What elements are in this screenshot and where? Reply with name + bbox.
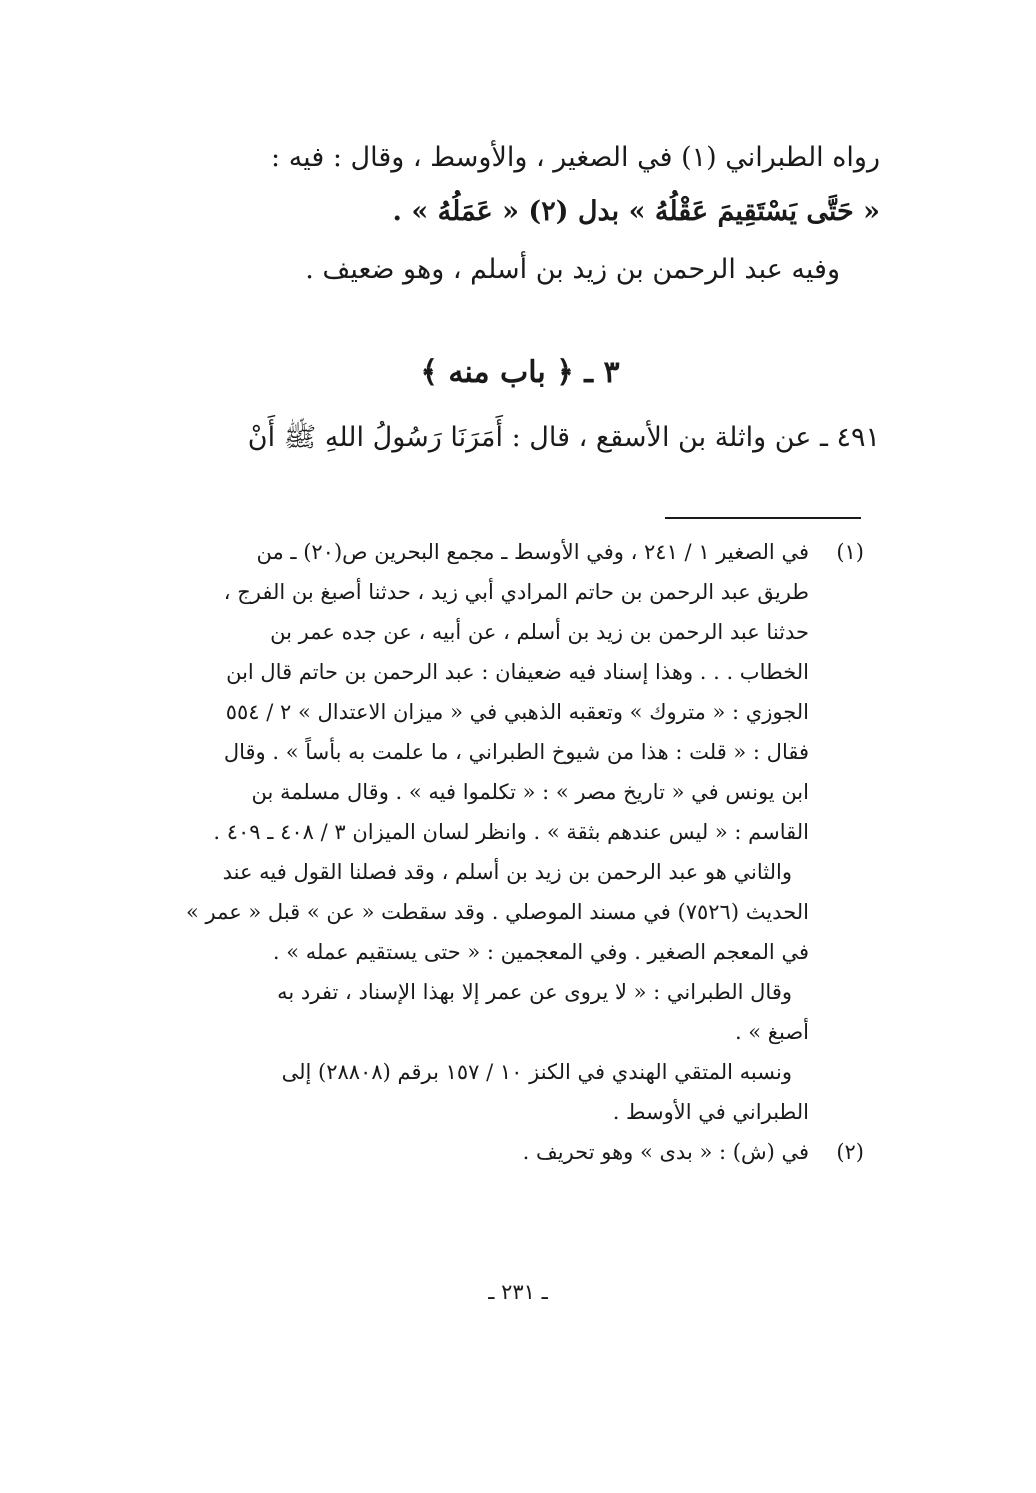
footnote-marker-1: (١) xyxy=(836,540,864,564)
footnote-text: في الصغير ١ / ٢٤١ ، وفي الأوسط ـ مجمع البحرين ص(٢٠) ـ من xyxy=(256,540,809,564)
footnote-line: طريق عبد الرحمن بن حاتم المرادي أبي زيد ، حدثنا أصبغ بن الفرج ، xyxy=(223,580,809,604)
footnote-line: أصبغ » . xyxy=(734,1020,809,1044)
footnote-line: ابن يونس في « تاريخ مصر » : « تكلموا فيه » . وقال مسلمة بن xyxy=(251,780,809,804)
footnote-line: الخطاب . . . وهذا إسناد فيه ضعيفان : عبد الرحمن بن حاتم قال ابن xyxy=(226,660,809,684)
footnote-line: في المعجم الصغير . وفي المعجمين : « حتى يستقيم عمله » . xyxy=(272,940,809,964)
main-text-line-2: « حَتَّى يَسْتَقِيمَ عَقْلُهُ » بدل (٢) « عَمَلُهُ » . xyxy=(392,196,880,227)
footnote-1 xyxy=(174,532,864,1172)
footnote-line: القاسم : « ليس عندهم بثقة » . وانظر لسان الميزان ٣ / ٤٠٨ ـ ٤٠٩ . xyxy=(213,820,809,844)
footnote-line xyxy=(174,532,864,572)
main-text-line-1: رواه الطبراني (١) في الصغير ، والأوسط ، وقال : فيه : xyxy=(271,142,880,173)
footnote-line: حدثنا عبد الرحمن بن زيد بن أسلم ، عن أبيه ، عن جده عمر بن xyxy=(270,620,809,644)
section-heading: ٣ ـ ﴿ باب منه ﴾ xyxy=(420,355,620,390)
footnote-2 xyxy=(174,1132,864,1172)
footnote-marker-2: (٢) xyxy=(836,1140,864,1164)
page-number: ـ ٢٣١ ـ xyxy=(488,1280,548,1304)
footnote-separator xyxy=(665,517,861,519)
hadith-line: ٤٩١ ـ عن واثلة بن الأسقع ، قال : أَمَرَنَا رَسُولُ اللهِ ﷺ أَنْ xyxy=(247,422,880,453)
footnote-line: الجوزي : « متروك » وتعقبه الذهبي في « ميزان الاعتدال » ٢ / ٥٥٤ xyxy=(225,700,809,724)
footnote-line: فقال : « قلت : هذا من شيوخ الطبراني ، ما علمت به بأساً » . وقال xyxy=(223,740,809,764)
main-text-line-3: وفيه عبد الرحمن بن زيد بن أسلم ، وهو ضعيف . xyxy=(305,254,840,285)
footnote-text: في (ش) : « بدى » وهو تحريف . xyxy=(522,1140,809,1164)
footnote-line: الحديث (٧٥٢٦) في مسند الموصلي . وقد سقطت « عن » قبل « عمر » xyxy=(185,900,809,924)
footnote-line: الطبراني في الأوسط . xyxy=(612,1100,809,1124)
footnote-line: ونسبه المتقي الهندي في الكنز ١٠ / ١٥٧ برقم (٢٨٨٠٨) إلى xyxy=(281,1060,792,1084)
footnote-line: وقال الطبراني : « لا يروى عن عمر إلا بهذا الإسناد ، تفرد به xyxy=(277,980,792,1004)
footnote-line: والثاني هو عبد الرحمن بن زيد بن أسلم ، وقد فصلنا القول فيه عند xyxy=(222,860,792,884)
